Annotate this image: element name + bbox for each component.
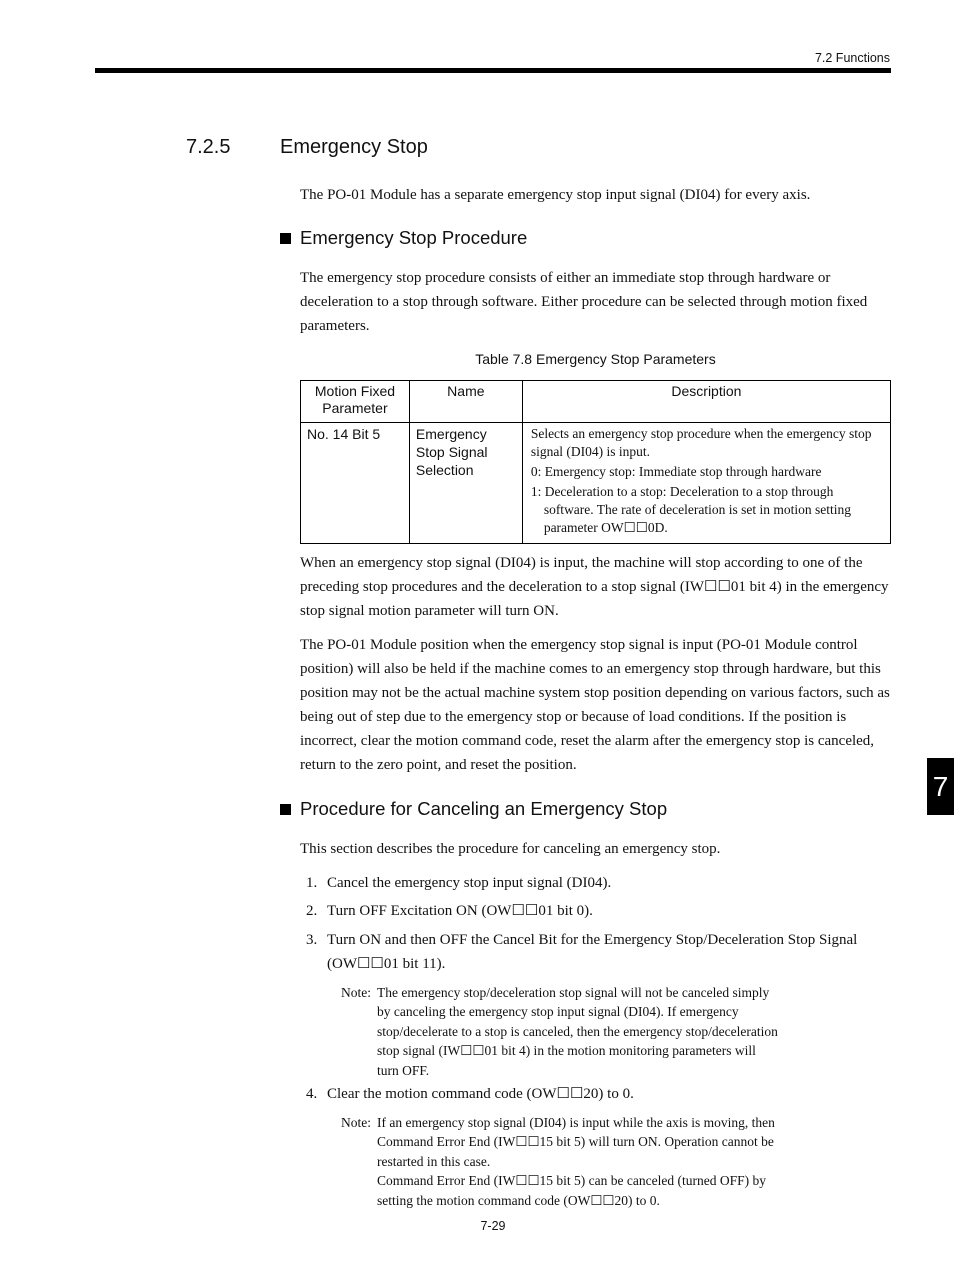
header-rule	[95, 68, 891, 73]
running-header: 7.2 Functions	[814, 51, 890, 65]
subheading-text: Emergency Stop Procedure	[300, 227, 528, 248]
list-item	[300, 871, 891, 895]
note-text: Command Error End (IW☐☐15 bit 5) can be canceled (turned OFF) by setting the motion command code (OW☐☐20) to 0.	[377, 1173, 766, 1208]
column-header: Description	[522, 381, 890, 423]
parameter-cell: No. 14 Bit 5	[301, 423, 410, 544]
square-bullet-icon	[280, 233, 291, 244]
description-line: 1: Deceleration to a stop: Deceleration to a stop through software. The rate of deceleration is set in motion setting parameter OW☐☐0D.	[530, 484, 851, 535]
subheading-text: Procedure for Canceling an Emergency Stop	[300, 798, 668, 819]
list-item	[300, 899, 891, 923]
square-bullet-icon	[280, 804, 291, 815]
section-number: 7.2.5	[186, 136, 231, 158]
parameters-table	[300, 380, 891, 544]
step-number: 3.	[306, 932, 318, 948]
description-line: 0: Emergency stop: Immediate stop through hardware	[530, 464, 822, 479]
note-label: Note:	[341, 985, 371, 1000]
canceling-intro-paragraph: This section describes the procedure for canceling an emergency stop.	[300, 841, 721, 857]
subheading-emergency-stop-procedure	[280, 227, 527, 249]
step-text: Clear the motion command code (OW☐☐20) to 0.	[327, 1086, 634, 1102]
note-label: Note:	[341, 1115, 371, 1130]
step-text: Turn ON and then OFF the Cancel Bit for the Emergency Stop/Deceleration Stop Signal (OW☐☐01 bit 11).	[327, 932, 858, 972]
intro-paragraph: The PO-01 Module has a separate emergency stop input signal (DI04) for every axis.	[300, 187, 811, 203]
step-text: Cancel the emergency stop input signal (DI04).	[327, 875, 612, 891]
note-1	[341, 983, 781, 1080]
note-text: If an emergency stop signal (DI04) is input while the axis is moving, then Command Error End (IW☐☐15 bit 5) will turn ON. Operation cannot be restarted in this case.	[377, 1115, 775, 1169]
procedure-paragraph: The emergency stop procedure consists of either an immediate stop through hardware or deceleration to a stop through software. Either procedure can be selected through motion fixed parameters.	[300, 270, 868, 334]
step-number: 2.	[306, 903, 318, 919]
table-row	[301, 423, 891, 544]
column-header: Motion Fixed Parameter	[301, 381, 410, 423]
column-header: Name	[409, 381, 522, 423]
section-title: Emergency Stop	[280, 136, 428, 158]
stop-signal-paragraph: When an emergency stop signal (DI04) is input, the machine will stop according to one of the preceding stop procedures and the deceleration to a stop signal (IW☐☐01 bit 4) in the emergency stop signal motion parameter will turn ON.	[300, 555, 889, 619]
page-number: 7-29	[480, 1219, 506, 1233]
name-cell: Emergency Stop Signal Selection	[409, 423, 522, 544]
description-cell	[522, 423, 890, 544]
list-item	[300, 928, 891, 976]
step-text: Turn OFF Excitation ON (OW☐☐01 bit 0).	[327, 903, 593, 919]
description-line: Selects an emergency stop procedure when the emergency stop signal (DI04) is input.	[530, 426, 872, 459]
step-number: 4.	[306, 1086, 318, 1102]
note-text: The emergency stop/deceleration stop signal will not be canceled simply by canceling the emergency stop input signal (DI04). If emergency stop/decelerate to a stop is canceled, then the emergency stop/deceleration stop signal (IW☐☐01 bit 4) in the motion monitoring parameters will turn OFF.	[377, 985, 778, 1078]
step-number: 1.	[306, 875, 318, 891]
list-item	[300, 1082, 891, 1106]
note-2	[341, 1113, 781, 1210]
subheading-canceling-procedure	[280, 798, 667, 820]
position-paragraph: The PO-01 Module position when the emergency stop signal is input (PO-01 Module control position) will also be held if the machine comes to an emergency stop through hardware, but this position may not be the actual machine system stop position depending on various factors, such as being out of step due to the emergency stop or because of load conditions. If the position is incorrect, clear the motion command code, reset the alarm after the emergency stop is canceled, return to the zero point, and reset the position.	[300, 637, 890, 773]
table-caption: Table 7.8 Emergency Stop Parameters	[475, 351, 716, 367]
table-header-row	[301, 381, 891, 423]
chapter-tab: 7	[927, 758, 954, 815]
